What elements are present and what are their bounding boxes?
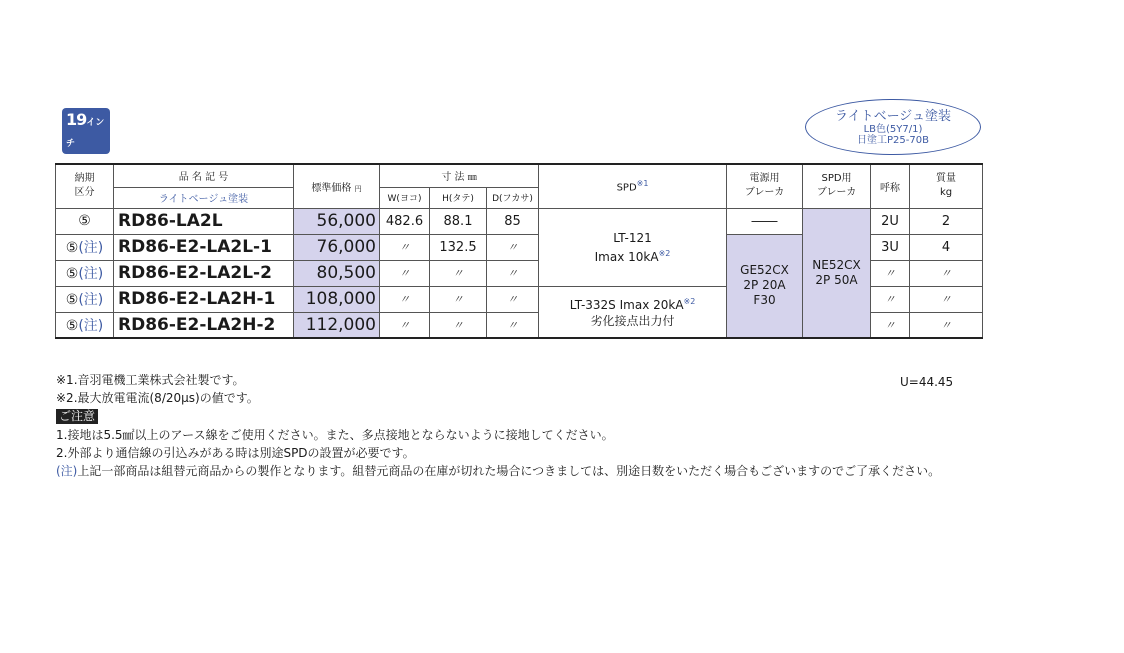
delivery-note: (注) (78, 317, 104, 334)
header-spd-note: ※1 (636, 179, 649, 189)
delivery-cell (56, 312, 114, 338)
height: 〃 (430, 312, 487, 338)
price: 112,000 (294, 312, 380, 338)
model-code: RD86-E2-LA2L-2 (114, 260, 294, 286)
header-w: W(ヨコ) (380, 187, 430, 208)
spd-a-note: ※2 (658, 248, 671, 258)
table-row (56, 208, 983, 234)
caution-note-mark: (注) (56, 464, 78, 478)
paint-color-code: LB色(5Y7/1) (863, 124, 923, 135)
header-power-breaker-2: ブレーカ (744, 187, 785, 199)
power-breaker-none: ―― (727, 208, 803, 234)
model-code: RD86-E2-LA2L-1 (114, 234, 294, 260)
header-d: D(フカサ) (487, 187, 539, 208)
spd-a-model: LT-121 (613, 230, 652, 245)
price: 56,000 (294, 208, 380, 234)
paint-code: 日塗工P25-70B (857, 135, 929, 146)
header-price-label: 標準価格 (311, 182, 352, 194)
delivery-cell (56, 286, 114, 312)
header-price (294, 164, 380, 208)
model-code: RD86-LA2L (114, 208, 294, 234)
depth: 〃 (487, 312, 539, 338)
width: 〃 (380, 260, 430, 286)
header-spd-breaker (803, 164, 871, 208)
header-power-breaker (727, 164, 803, 208)
header-spd-breaker-2: ブレーカ (816, 187, 857, 199)
header-spd-breaker-1: SPD用 (821, 173, 852, 185)
units: 3U (871, 234, 910, 260)
footnote-2: ※2.最大放電電流(8/20μs)の値です。 (56, 391, 259, 405)
height: 88.1 (430, 208, 487, 234)
units: 〃 (871, 312, 910, 338)
spd-b-note: ※2 (683, 297, 696, 307)
paint-name: ライトベージュ塗装 (834, 109, 952, 124)
width: 〃 (380, 286, 430, 312)
spec-table (55, 163, 983, 339)
power-breaker-frame: F30 (753, 293, 776, 308)
units: 〃 (871, 260, 910, 286)
units: 2U (871, 208, 910, 234)
rack-size: 19 (66, 110, 87, 129)
units: 〃 (871, 286, 910, 312)
header-dims (380, 164, 539, 187)
delivery-category: ⑤ (65, 240, 79, 256)
delivery-category: ⑤ (65, 317, 79, 334)
width: 482.6 (380, 208, 430, 234)
caution-2: 2.外部より通信線の引込みがある時は別途SPDの設置が必要です。 (56, 446, 415, 460)
header-spd-label: SPD (616, 182, 637, 194)
header-spd (539, 164, 727, 208)
model-code: RD86-E2-LA2H-2 (114, 312, 294, 338)
price: 76,000 (294, 234, 380, 260)
caution-1: 1.接地は5.5㎟以上のアース線をご使用ください。また、多点接地とならないように接地してください。 (56, 428, 614, 442)
height: 〃 (430, 260, 487, 286)
depth: 〃 (487, 260, 539, 286)
delivery-note: (注) (78, 292, 104, 308)
header-h: H(タテ) (430, 187, 487, 208)
power-breaker-rating: 2P 20A (743, 278, 786, 293)
depth: 〃 (487, 286, 539, 312)
delivery-category: ⑤ (65, 266, 79, 282)
delivery-cell (56, 260, 114, 286)
weight: 2 (910, 208, 983, 234)
header-power-breaker-1: 電源用 (749, 173, 780, 185)
model-code: RD86-E2-LA2H-1 (114, 286, 294, 312)
price: 108,000 (294, 286, 380, 312)
header-weight-1: 質量 (936, 173, 957, 185)
delivery-cell (56, 208, 114, 234)
delivery-category: ⑤ (65, 292, 79, 308)
width: 〃 (380, 312, 430, 338)
spd-cell-a (539, 208, 727, 286)
header-delivery: 納期区分 (56, 164, 114, 208)
notes-section (56, 371, 940, 480)
weight: 4 (910, 234, 983, 260)
header-price-unit: 円 (354, 184, 362, 193)
delivery-cell (56, 234, 114, 260)
header-units: 呼称 (871, 164, 910, 208)
unit-note: U=44.45 (900, 375, 954, 389)
header-dims-label: 寸 法 (441, 172, 465, 184)
header-model: 品 名 記 号 (114, 164, 294, 187)
weight: 〃 (910, 312, 983, 338)
spd-a-imax: Imax 10kA (594, 249, 659, 264)
caution-note (56, 462, 940, 480)
footnote-1: ※1.音羽電機工業株式会社製です。 (56, 373, 245, 387)
delivery-category: ⑤ (78, 213, 91, 229)
price: 80,500 (294, 260, 380, 286)
weight: 〃 (910, 260, 983, 286)
power-breaker-cell (727, 234, 803, 338)
spd-breaker-cell (803, 208, 871, 338)
depth: 85 (487, 208, 539, 234)
header-dims-unit: ㎜ (467, 173, 477, 184)
spd-breaker-rating: 2P 50A (815, 272, 858, 287)
size-badge (62, 108, 110, 176)
spd-breaker-model: NE52CX (812, 257, 861, 272)
header-weight-2: kg (939, 187, 953, 199)
caution-note-text: 上記一部商品は組替元商品からの製作となります。組替元商品の在庫が切れた場合につきましては、別途日数をいただく場合もございますのでご了承ください。 (77, 464, 941, 478)
header-row (56, 164, 983, 187)
width: 〃 (380, 234, 430, 260)
power-breaker-model: GE52CX (740, 263, 789, 278)
height: 〃 (430, 286, 487, 312)
delivery-note: (注) (78, 240, 104, 256)
caution-label: ご注意 (56, 409, 98, 424)
paint-badge (805, 99, 981, 155)
depth: 〃 (487, 234, 539, 260)
spd-b-model: LT-332S Imax 20kA (569, 298, 684, 313)
weight: 〃 (910, 286, 983, 312)
spd-cell-b (539, 286, 727, 338)
rack-size-unit: インチ (66, 118, 105, 149)
delivery-note: (注) (78, 266, 104, 282)
rack-standard: EIA (66, 152, 105, 176)
height: 132.5 (430, 234, 487, 260)
spd-b-feature: 劣化接点出力付 (590, 314, 675, 329)
header-weight (910, 164, 983, 208)
header-model-sub: ライトベージュ塗装 (114, 187, 294, 208)
